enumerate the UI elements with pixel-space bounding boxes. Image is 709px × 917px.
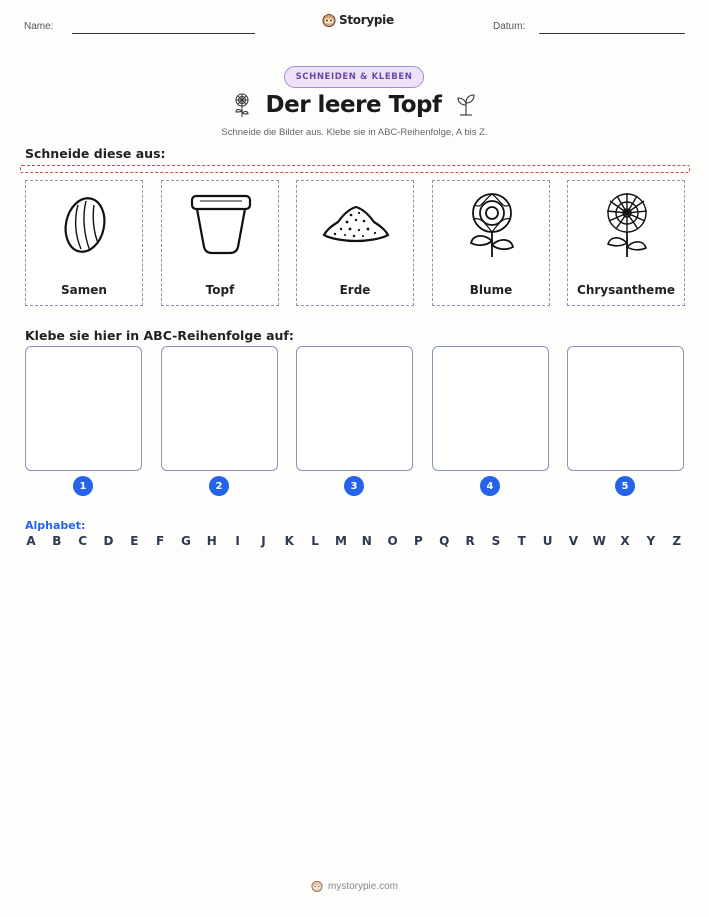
card-label: Chrysantheme xyxy=(577,283,675,297)
alphabet-letter: X xyxy=(620,534,630,548)
alphabet-letter: S xyxy=(491,534,501,548)
slot-number-3: 3 xyxy=(344,476,364,496)
alphabet-letter: A xyxy=(26,534,36,548)
peony-flower-icon xyxy=(457,189,527,259)
cut-card-chrysantheme[interactable] xyxy=(567,180,685,306)
soil-pile-icon xyxy=(321,189,391,259)
paste-slot-1[interactable] xyxy=(25,346,142,471)
slot-number-2: 2 xyxy=(209,476,229,496)
alphabet-letter: O xyxy=(387,534,398,548)
cut-card-erde[interactable] xyxy=(296,180,414,306)
alphabet-letter: E xyxy=(130,534,139,548)
chrysanthemum-icon xyxy=(592,189,662,259)
sprout-icon xyxy=(455,93,477,117)
storypie-mascot-icon xyxy=(311,880,323,892)
alphabet-letter: Q xyxy=(439,534,450,548)
cut-card-topf[interactable] xyxy=(161,180,279,306)
alphabet-letter: D xyxy=(103,534,114,548)
alphabet-letter: R xyxy=(465,534,475,548)
card-label: Topf xyxy=(205,283,235,297)
flower-pot-icon xyxy=(186,189,256,259)
alphabet-row xyxy=(24,534,684,548)
alphabet-letter: C xyxy=(78,534,88,548)
alphabet-letter: G xyxy=(181,534,191,548)
cut-line xyxy=(20,165,690,173)
alphabet-letter: T xyxy=(517,534,526,548)
name-line xyxy=(72,33,255,34)
date-label: Datum: xyxy=(493,21,526,32)
activity-badge: SCHNEIDEN & KLEBEN xyxy=(284,66,424,88)
alphabet-letter: H xyxy=(206,534,217,548)
cut-card-blume[interactable] xyxy=(432,180,550,306)
footer xyxy=(0,880,709,892)
alphabet-letter: V xyxy=(568,534,579,548)
storypie-mascot-icon xyxy=(322,13,336,27)
alphabet-letter: L xyxy=(311,534,319,548)
paste-slot-5[interactable] xyxy=(567,346,684,471)
brand-name: Storypie xyxy=(339,13,394,27)
card-label: Samen xyxy=(61,283,107,297)
cut-section-label: Schneide diese aus: xyxy=(25,146,166,161)
alphabet-letter: N xyxy=(361,534,372,548)
card-label: Erde xyxy=(339,283,371,297)
alphabet-letter: Z xyxy=(672,534,682,548)
cut-card-samen[interactable] xyxy=(25,180,143,306)
alphabet-letter: K xyxy=(284,534,294,548)
alphabet-letter: U xyxy=(542,534,553,548)
alphabet-letter: F xyxy=(156,534,165,548)
flower-icon xyxy=(232,92,252,118)
date-line xyxy=(539,33,685,34)
name-label: Name: xyxy=(24,21,54,32)
slot-number-4: 4 xyxy=(480,476,500,496)
slot-number-5: 5 xyxy=(615,476,635,496)
seed-icon xyxy=(50,189,120,259)
card-label: Blume xyxy=(469,283,513,297)
alphabet-letter: B xyxy=(52,534,62,548)
page-title: Der leere Topf xyxy=(265,92,442,118)
alphabet-letter: M xyxy=(334,534,347,548)
alphabet-letter: J xyxy=(261,534,266,548)
alphabet-label: Alphabet: xyxy=(25,519,86,532)
paste-section-label: Klebe sie hier in ABC-Reihenfolge auf: xyxy=(25,328,294,343)
alphabet-letter: P xyxy=(414,534,423,548)
brand-logo xyxy=(322,13,394,27)
paste-slot-2[interactable] xyxy=(161,346,278,471)
paste-slot-4[interactable] xyxy=(432,346,549,471)
instructions: Schneide die Bilder aus. Klebe sie in ABC-Reihenfolge, A bis Z. xyxy=(221,127,488,138)
alphabet-letter: W xyxy=(592,534,606,548)
title-row xyxy=(0,92,709,118)
footer-url[interactable]: mystorypie.com xyxy=(327,880,398,892)
alphabet-letter: Y xyxy=(646,534,656,548)
slot-number-1: 1 xyxy=(73,476,93,496)
alphabet-letter: I xyxy=(235,534,240,548)
paste-slot-3[interactable] xyxy=(296,346,413,471)
